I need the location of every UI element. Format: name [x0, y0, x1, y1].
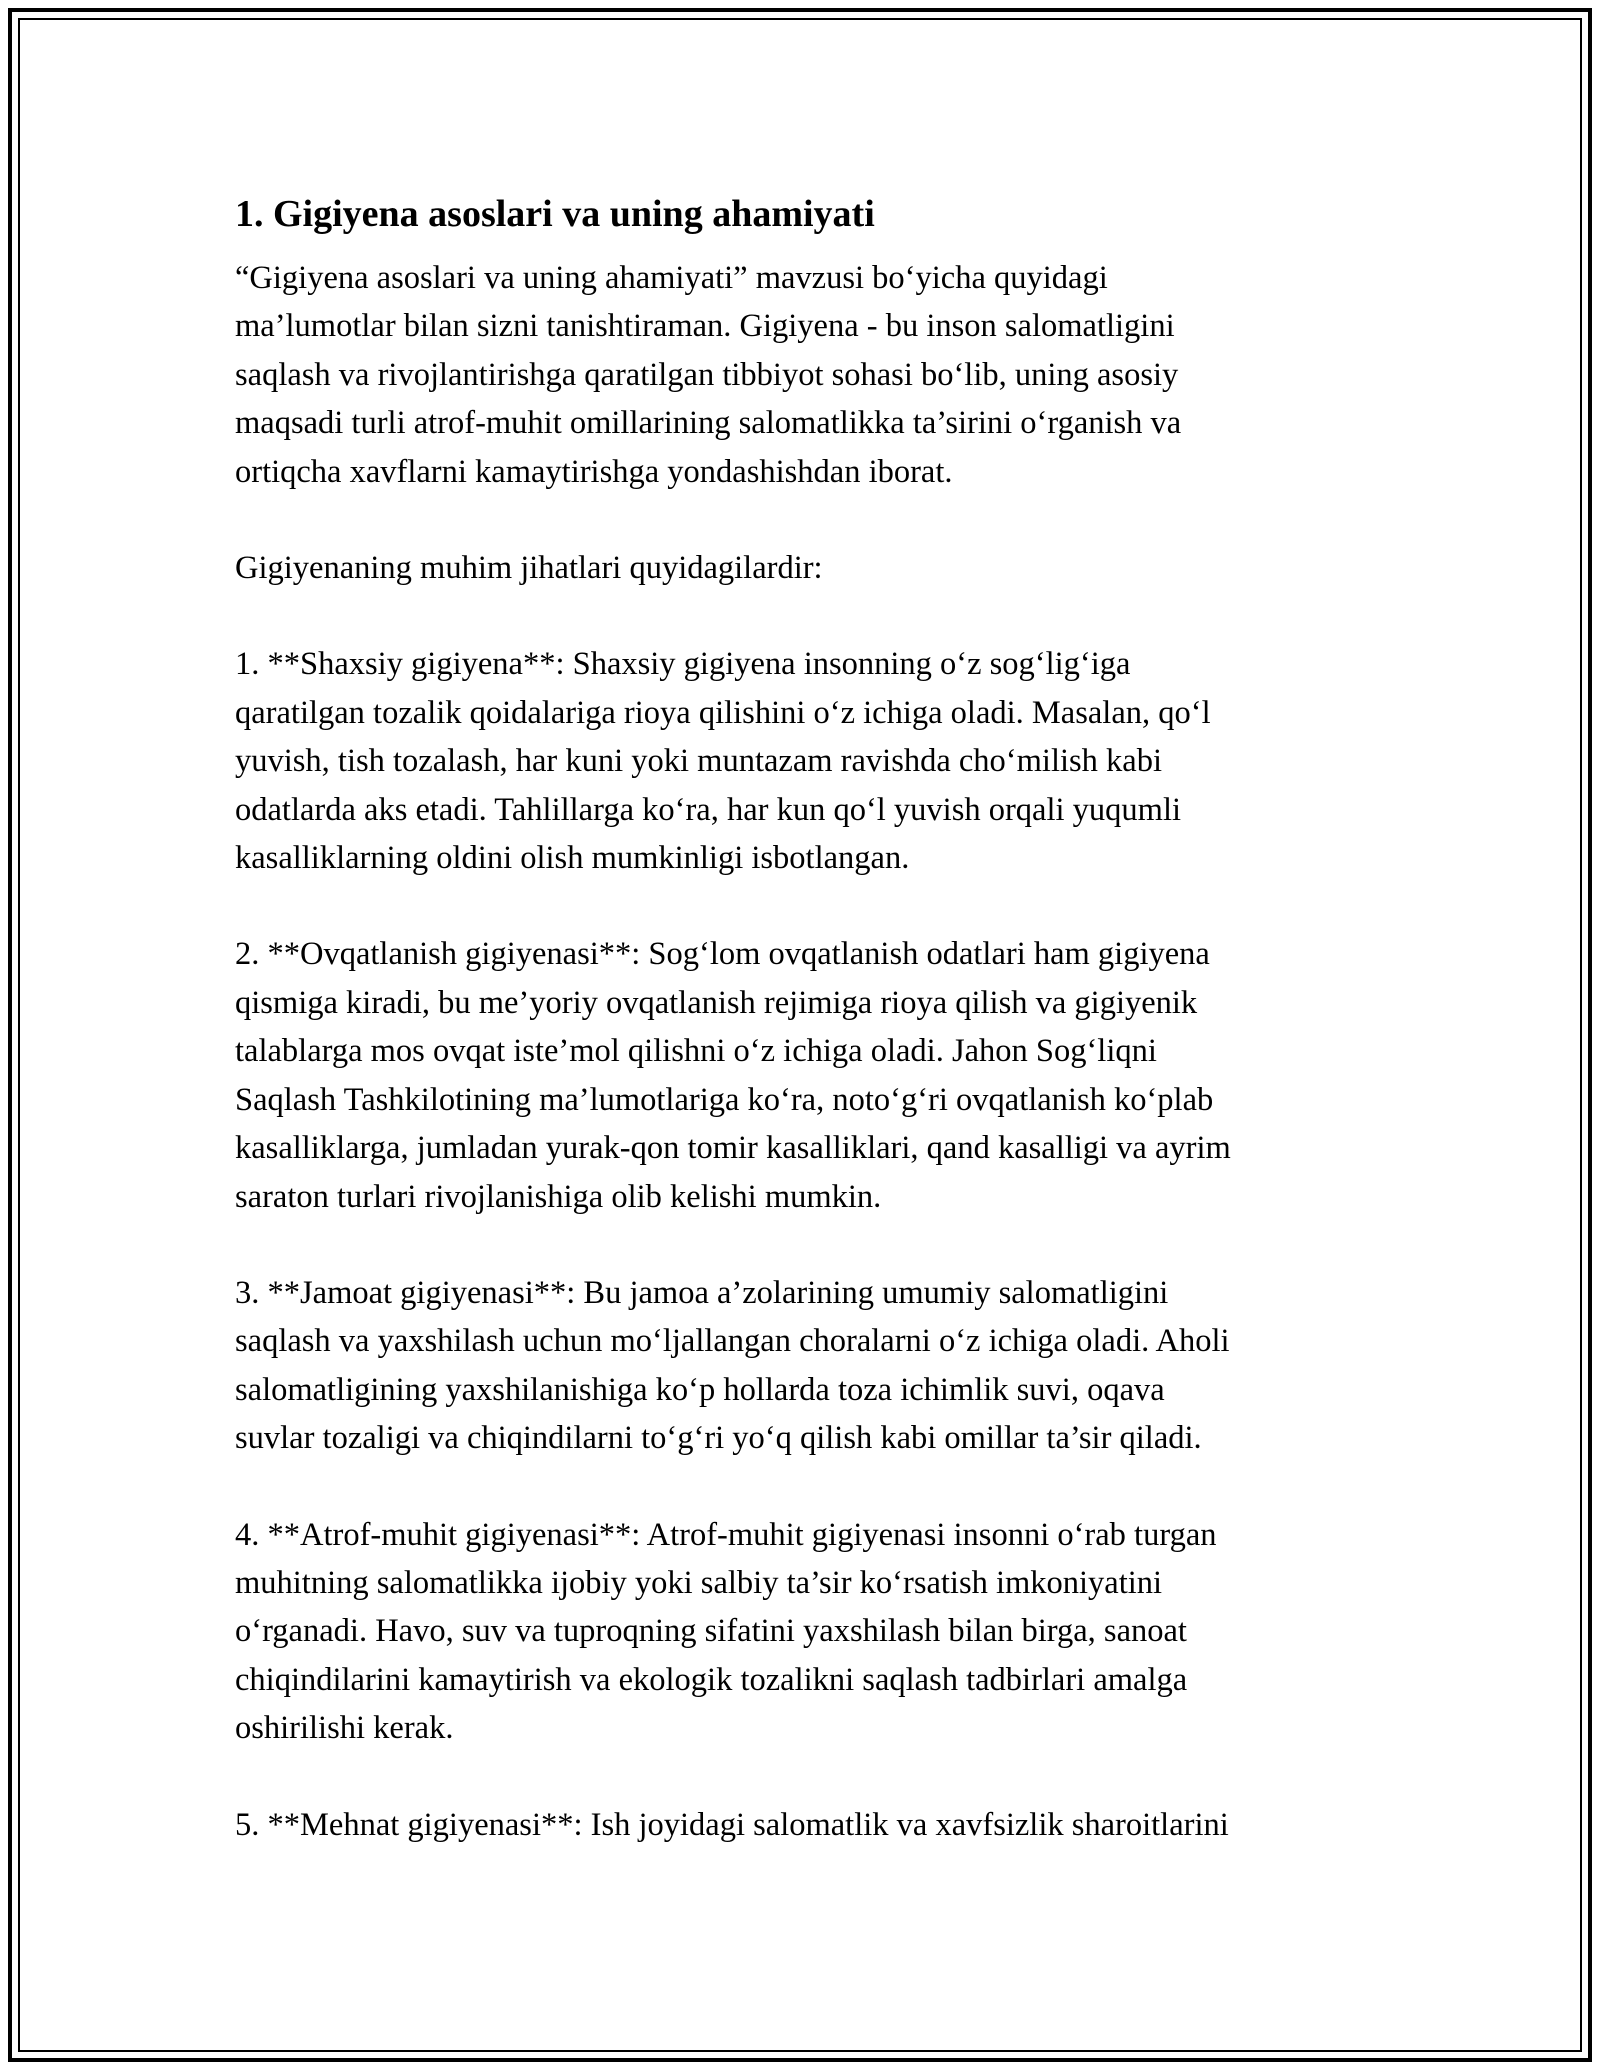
text-line: 5. **Mehnat gigiyenasi**: Ish joyidagi salomatlik va xavfsizlik sharoitlarini: [235, 1806, 1229, 1843]
page-title: 1. Gigiyena asoslari va uning ahamiyati: [235, 193, 875, 235]
text-line: saqlash va yaxshilash uchun mo‘ljallangan choralarni o‘z ichiga oladi. Aholi: [235, 1323, 1230, 1360]
text-line: maqsadi turli atrof-muhit omillarining salomatlikka ta’sirini o‘rganish va: [235, 405, 1182, 442]
text-line: talablarga mos ovqat iste’mol qilishni o‘z ichiga oladi. Jahon Sog‘liqni: [235, 1033, 1157, 1070]
text-line: oshirilishi kerak.: [235, 1710, 454, 1747]
text-line: ma’lumotlar bilan sizni tanishtiraman. Gigiyena - bu inson salomatligini: [235, 308, 1175, 345]
text-line: saraton turlari rivojlanishiga olib kelishi mumkin.: [235, 1178, 882, 1215]
paragraph-intro: [235, 254, 1375, 496]
text-line: 2. **Ovqatlanish gigiyenasi**: Sog‘lom ovqatlanish odatlari ham gigiyena: [235, 936, 1210, 973]
paragraph-item-4: [235, 1511, 1375, 1753]
text-line: qaratilgan tozalik qoidalariga rioya qilishini o‘z ichiga oladi. Masalan, qo‘l: [235, 694, 1211, 731]
text-line: suvlar tozaligi va chiqindilarni to‘g‘ri yo‘q qilish kabi omillar ta’sir qiladi.: [235, 1420, 1202, 1457]
text-line: chiqindilarini kamaytirish va ekologik tozalikni saqlash tadbirlari amalga: [235, 1661, 1188, 1698]
text-line: kasalliklarga, jumladan yurak-qon tomir kasalliklari, qand kasalligi va ayrim: [235, 1130, 1231, 1167]
paragraph-item-3: [235, 1269, 1375, 1463]
text-line: o‘rganadi. Havo, suv va tuproqning sifatini yaxshilash bilan birga, sanoat: [235, 1613, 1187, 1650]
text-line: odatlarda aks etadi. Tahlillarga ko‘ra, har kun qo‘l yuvish orqali yuqumli: [235, 791, 1182, 828]
text-line: “Gigiyena asoslari va uning ahamiyati” mavzusi bo‘yicha quyidagi: [235, 260, 1108, 296]
document-body: [235, 188, 1375, 1897]
paragraph-item-2: [235, 930, 1375, 1220]
text-line: salomatligining yaxshilanishiga ko‘p hollarda toza ichimlik suvi, oqava: [235, 1371, 1165, 1408]
text-line: kasalliklarning oldini olish mumkinligi isbotlangan.: [235, 840, 910, 877]
text-line: ortiqcha xavflarni kamaytirishga yondashishdan iborat.: [235, 453, 953, 490]
text-line: yuvish, tish tozalash, har kuni yoki muntazam ravishda cho‘milish kabi: [235, 743, 1162, 780]
text-line: Gigiyenaning muhim jihatlari quyidagilardir:: [235, 550, 823, 587]
paragraph-item-1: [235, 640, 1375, 882]
text-line: saqlash va rivojlantirishga qaratilgan tibbiyot sohasi bo‘lib, uning asosiy: [235, 356, 1179, 393]
text-line: 4. **Atrof-muhit gigiyenasi**: Atrof-muhit gigiyenasi insonni o‘rab turgan: [235, 1516, 1217, 1553]
text-line: muhitning salomatlikka ijobiy yoki salbiy ta’sir ko‘rsatish imkoniyatini: [235, 1564, 1163, 1601]
text-line: 1. **Shaxsiy gigiyena**: Shaxsiy gigiyena insonning o‘z sog‘lig‘iga: [235, 646, 1131, 683]
paragraph-aspects-intro: [235, 544, 1375, 592]
paragraph-item-5: [235, 1801, 1375, 1849]
text-line: qismiga kiradi, bu me’yoriy ovqatlanish rejimiga rioya qilish va gigiyenik: [235, 984, 1198, 1021]
text-line: 3. **Jamoat gigiyenasi**: Bu jamoa a’zolarining umumiy salomatligini: [235, 1274, 1169, 1311]
text-line: Saqlash Tashkilotining ma’lumotlariga ko‘ra, noto‘g‘ri ovqatlanish ko‘plab: [235, 1081, 1214, 1118]
